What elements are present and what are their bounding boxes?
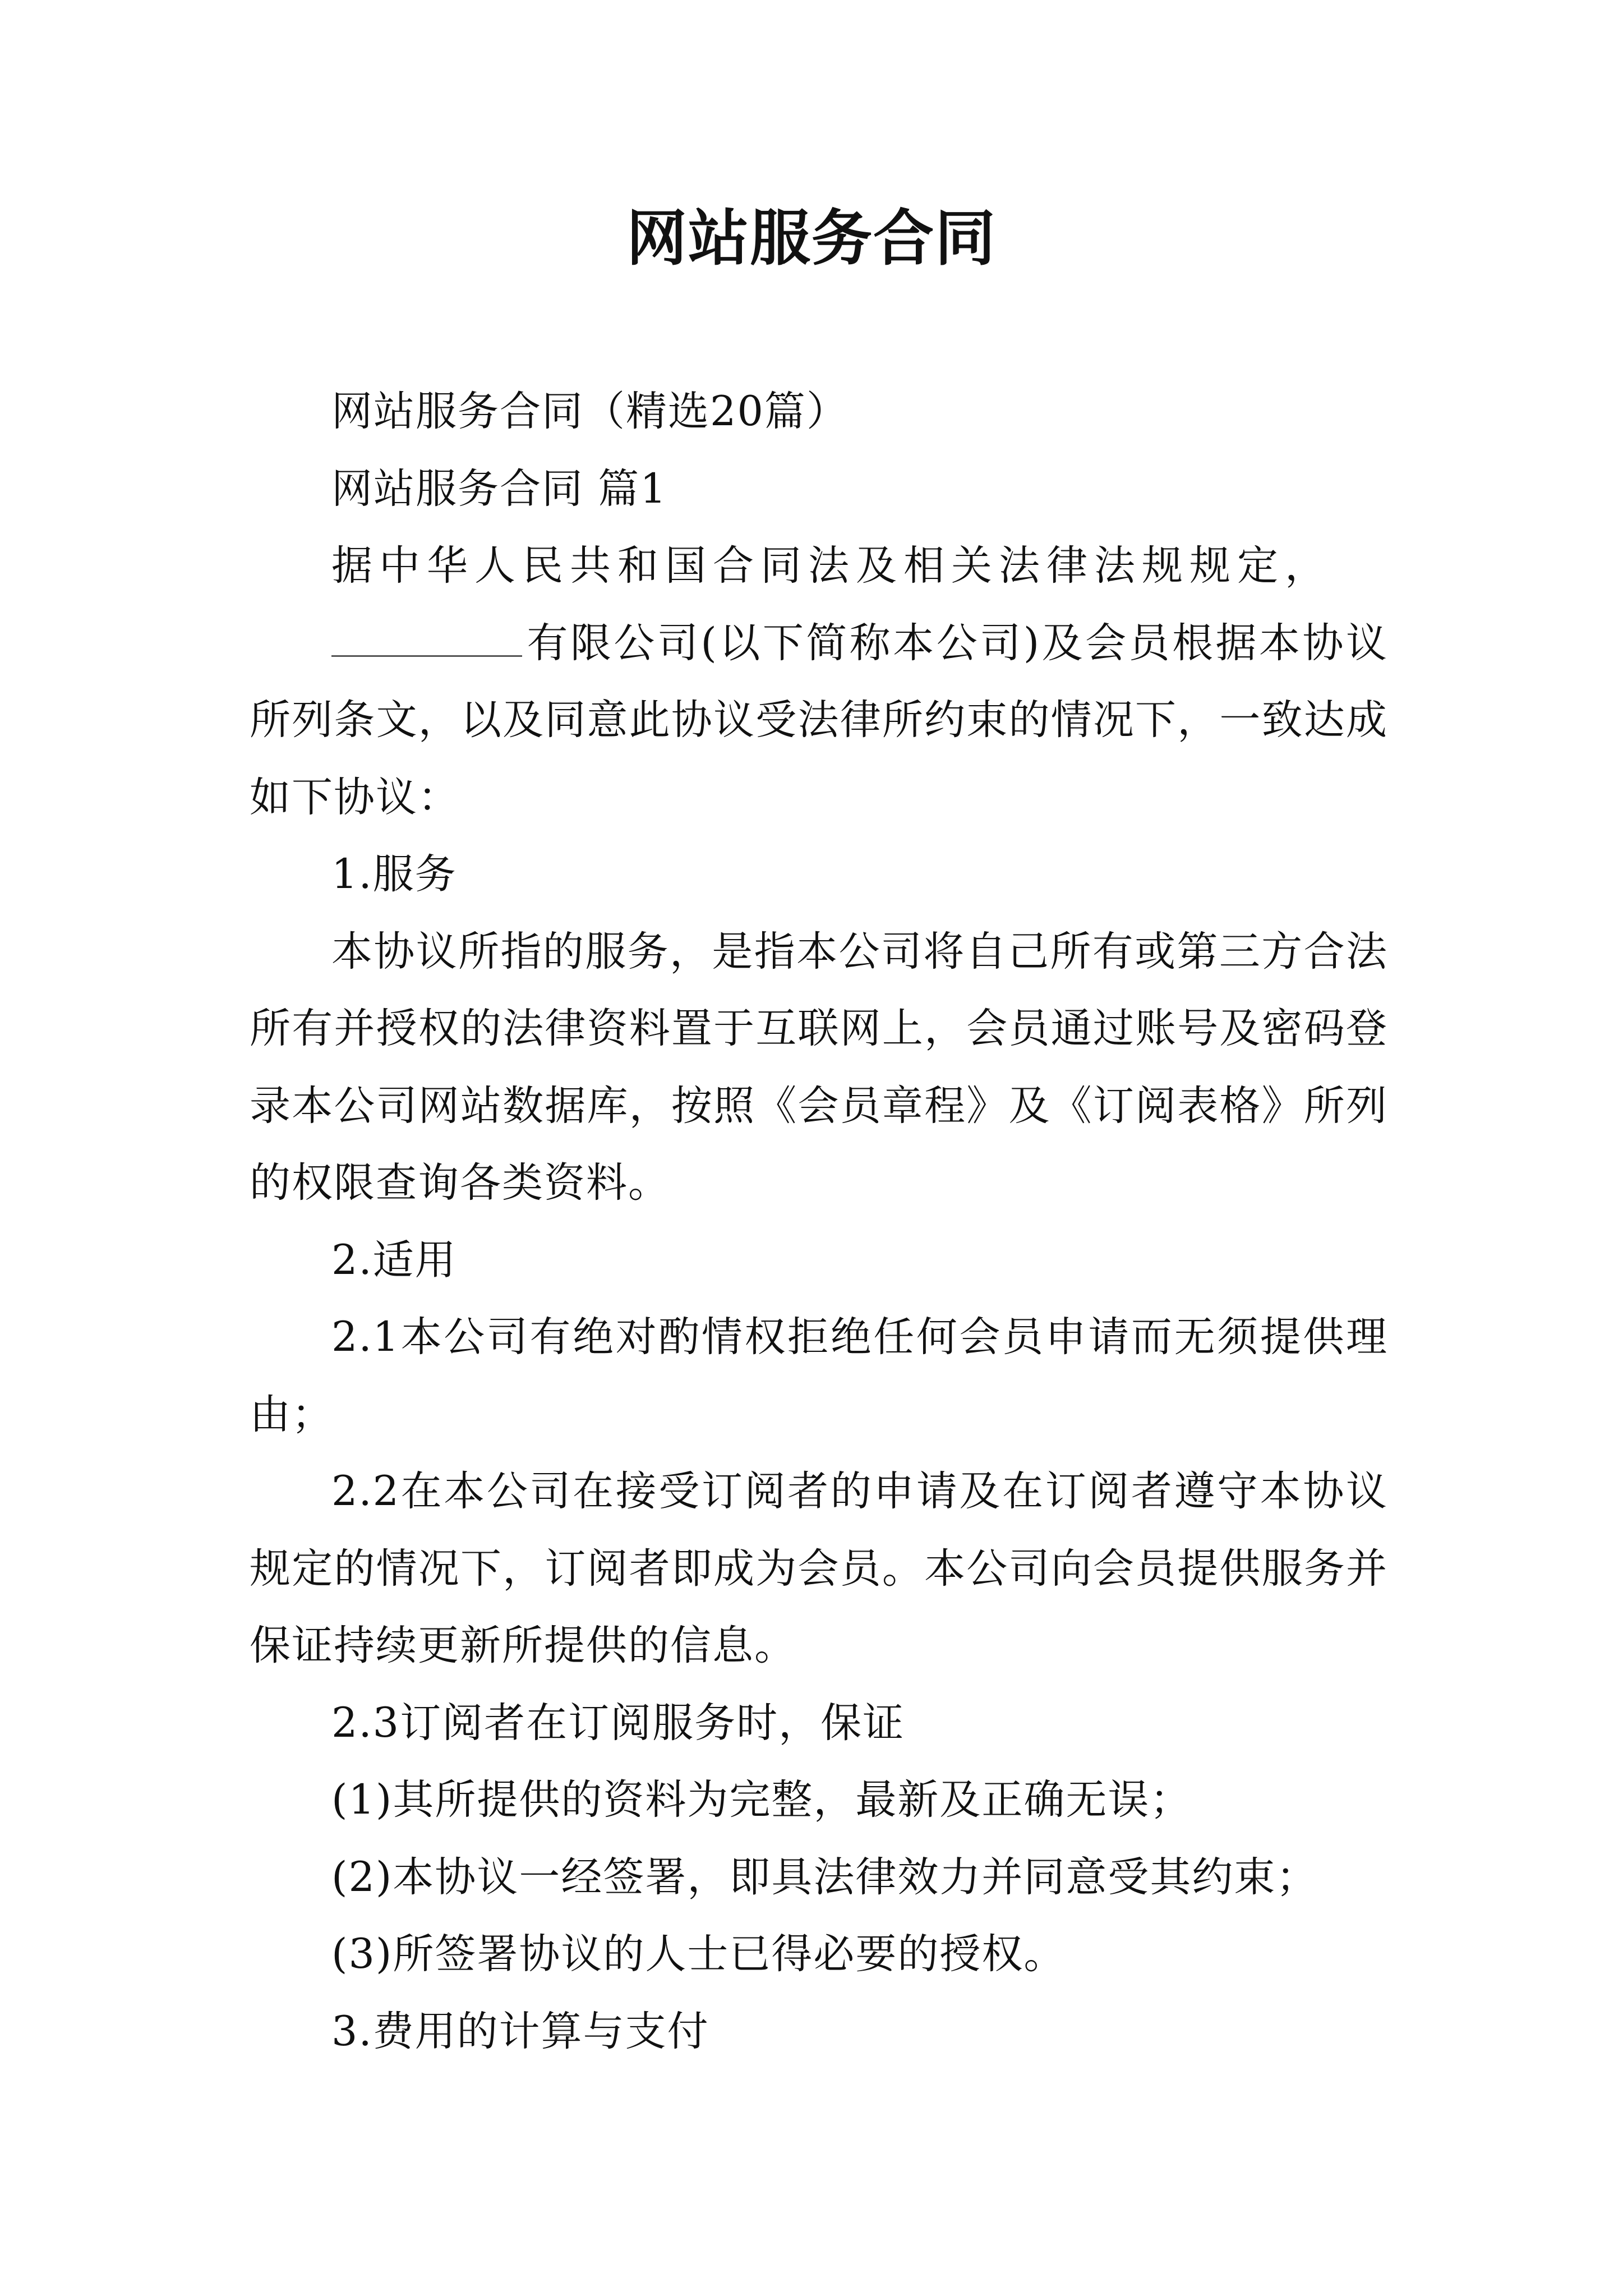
paragraph-list-item: (2)本协议一经签署，即具法律效力并同意受其约束；: [331, 1853, 1318, 1901]
paragraph-clause-text: 2.2在本公司在接受订阅者的申请及在订阅者遵守本协议规定的情况下，订阅者即成为会员。本公司向会员提供服务并保证持续更新所提供的信息。: [250, 1467, 1388, 1669]
paragraph-list-item: (1)其所提供的资料为完整，最新及正确无误；: [331, 1776, 1192, 1824]
paragraph-clause-text: 本协议所指的服务，是指本公司将自己所有或第三方合法所有并授权的法律资料置于互联网上，会员通过账号及密码登录本公司网站数据库，按照《会员章程》及《订阅表格》所列的权限查询各类资料。: [250, 927, 1388, 1207]
document-title: 网站服务合同: [626, 203, 997, 274]
paragraph-clause-text: 2.1本公司有绝对酌情权拒绝任何会员申请而无须提供理由；: [250, 1313, 1388, 1438]
paragraph-intro-text: 有限公司(以下简称本公司)及会员根据本协议所列条文，以及同意此协议受法律所约束的情况下，一致达成如下协议：: [250, 619, 1388, 821]
paragraph-list-item: (3)所签署协议的人士已得必要的授权。: [331, 1930, 1066, 1978]
paragraph-intro-continued: [250, 605, 1388, 836]
paragraph-section-heading: 网站服务合同 篇1: [331, 464, 667, 513]
paragraph-clause-text: 2.3订阅者在订阅服务时，保证: [331, 1699, 905, 1747]
paragraph-clause-heading: 3.费用的计算与支付: [331, 2007, 709, 2055]
paragraph-intro-line: 据中华人民共和国合同法及相关法律法规规定，: [331, 542, 1332, 590]
document-body: [250, 373, 1388, 2070]
blank-fill-line: [331, 622, 522, 657]
paragraph-clause-heading: 2.适用: [331, 1236, 457, 1284]
paragraph-clause-heading: 1.服务: [331, 850, 457, 898]
paragraph-subtitle: 网站服务合同（精选20篇）: [331, 388, 849, 435]
